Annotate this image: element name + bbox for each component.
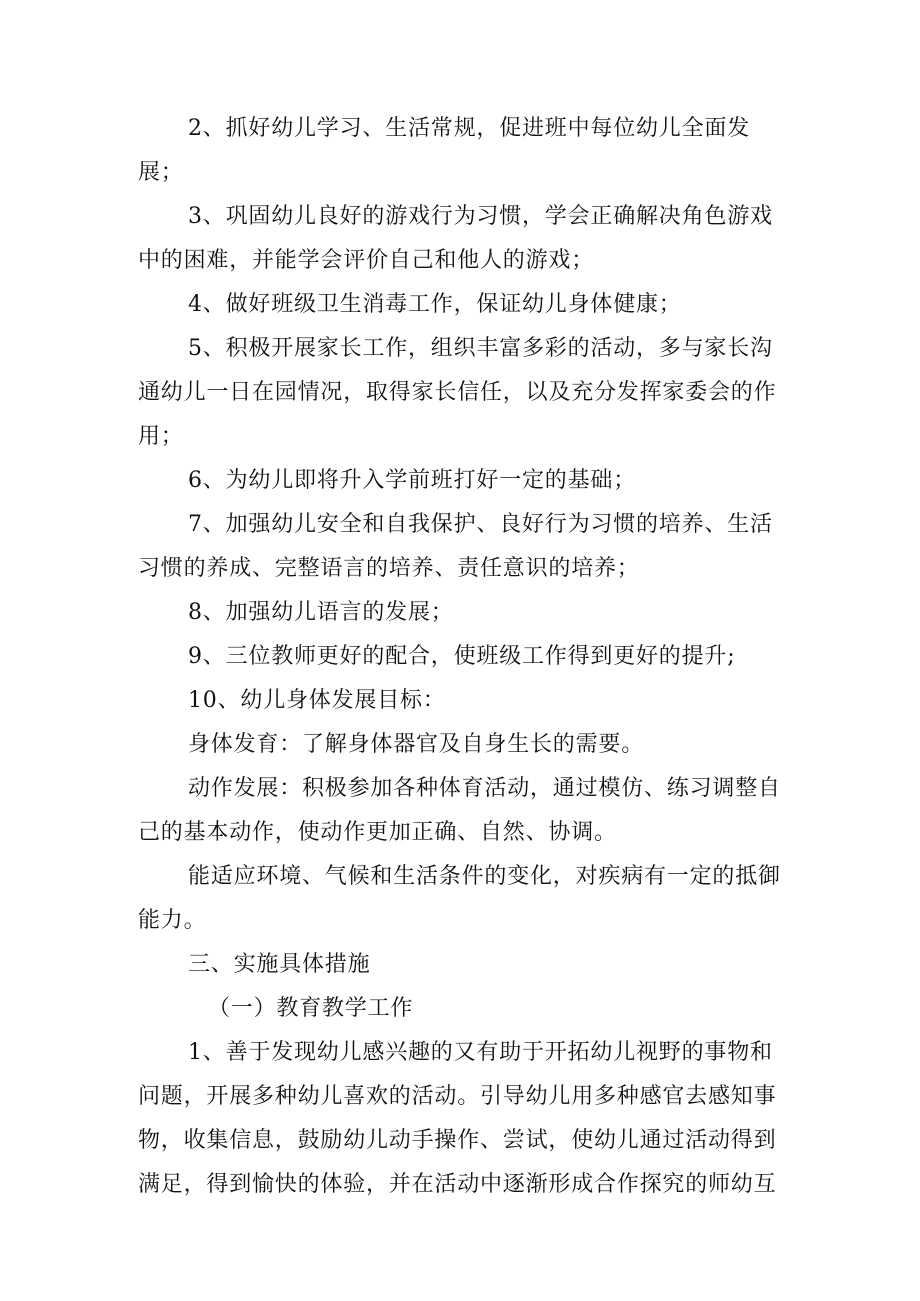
paragraph-measure-1: 1、善于发现幼儿感兴趣的又有助于开拓幼儿视野的事物和问题，开展多种幼儿喜欢的活动。引导幼儿用多种感官去感知事物，收集信息，鼓励幼儿动手操作、尝试，使幼儿通过活动得到满足，得到愉快的体验，并在活动中逐渐形成合作探究的师幼互 [138,1040,777,1197]
paragraph-item-4: 4、做好班级卫生消毒工作，保证幼儿身体健康； [188,292,682,317]
paragraph-motor-development: 动作发展：积极参加各种体育活动，通过模仿、练习调整自己的基本动作，使动作更加正确、自然、协调。 [138,776,781,845]
section-heading-measures: 三、实施具体措施 [188,952,371,977]
document-body [138,107,786,1207]
paragraph-item-2: 2、抓好幼儿学习、生活常规，促进班中每位幼儿全面发展； [138,116,750,185]
paragraph-adaptation: 能适应环境、气候和生活条件的变化，对疾病有一定的抵御能力。 [138,864,781,933]
paragraph-item-10: 10、幼儿身体发展目标： [188,688,446,713]
paragraph-item-7: 7、加强幼儿安全和自我保护、良好行为习惯的培养、生活习惯的养成、完整语言的培养、责任意识的培养； [138,512,773,581]
paragraph-body-development: 身体发育：了解身体器官及自身生长的需要。 [188,732,645,757]
paragraph-item-3: 3、巩固幼儿良好的游戏行为习惯，学会正确解决角色游戏中的困难，并能学会评价自己和他人的游戏； [138,204,773,273]
paragraph-item-9: 9、三位教师更好的配合，使班级工作得到更好的提升; [188,644,736,669]
paragraph-item-6: 6、为幼儿即将升入学前班打好一定的基础； [188,468,636,493]
paragraph-item-5: 5、积极开展家长工作，组织丰富多彩的活动，多与家长沟通幼儿一日在园情况，取得家长信任，以及充分发挥家委会的作用； [138,336,777,449]
subsection-heading-teaching: （一）教育教学工作 [208,996,414,1021]
paragraph-item-8: 8、加强幼儿语言的发展； [188,600,454,625]
